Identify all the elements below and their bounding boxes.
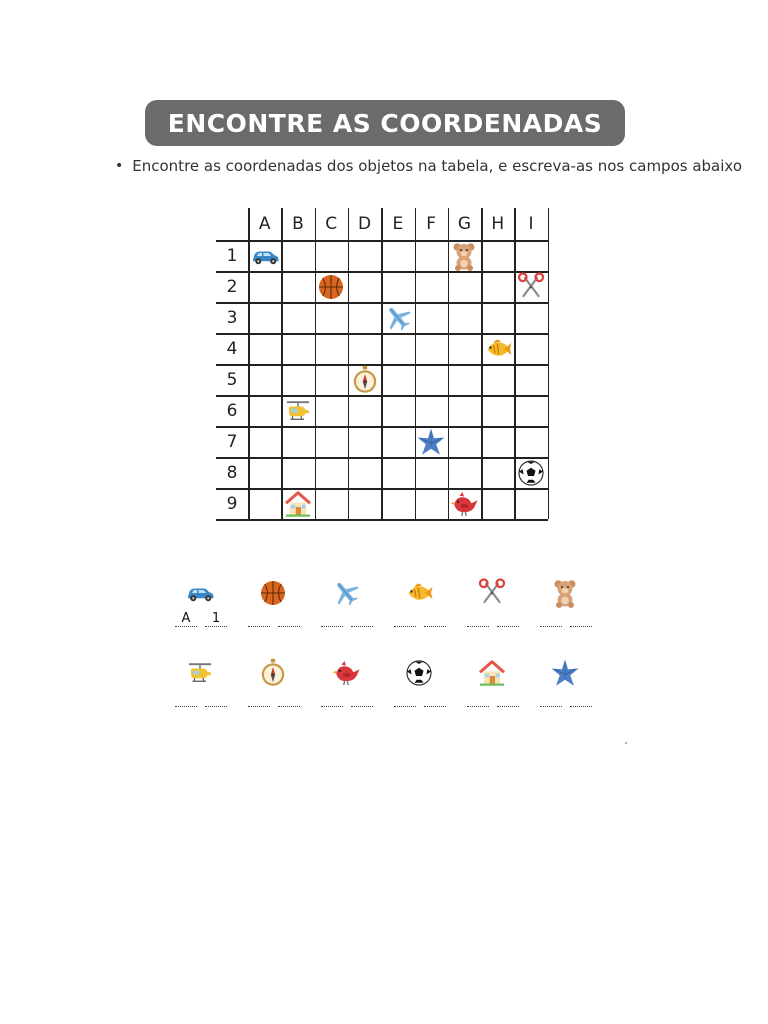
fish-icon [481, 333, 514, 364]
basketball-icon [315, 271, 348, 302]
teddy-bear-icon [545, 578, 585, 608]
grid-hline [216, 426, 548, 428]
answer-row-field[interactable] [424, 692, 446, 707]
answer-row-field[interactable] [278, 612, 300, 627]
column-label: C [325, 214, 338, 234]
bird-icon [326, 658, 366, 688]
instruction-text: Encontre as coordenadas dos objetos na tabela, e escreva-as nos campos abaixo [132, 157, 742, 175]
helicopter-icon [281, 395, 314, 426]
row-label: 5 [226, 369, 238, 390]
answer-row-field[interactable] [570, 612, 592, 627]
grid-hline [216, 364, 548, 366]
page-title: ENCONTRE AS COORDENADAS [145, 100, 625, 146]
column-label: B [292, 214, 304, 234]
answer-row-field[interactable] [497, 612, 519, 627]
grid-hline [216, 271, 548, 273]
compass-icon [253, 658, 293, 688]
answer-row-field[interactable] [570, 692, 592, 707]
answer-helicopter [175, 658, 235, 714]
column-label: I [528, 214, 534, 234]
row-label: 1 [226, 245, 238, 266]
scissors-icon [514, 271, 547, 302]
grid-hline [216, 395, 548, 397]
soccer-ball-icon [514, 457, 547, 488]
airplane-icon [381, 302, 414, 333]
helicopter-icon [180, 658, 220, 688]
column-label: G [457, 214, 472, 234]
column-label: F [426, 214, 437, 234]
basketball-icon [253, 578, 293, 608]
grid-hline [216, 488, 548, 490]
answer-teddy-bear [540, 578, 600, 634]
answer-row-field[interactable] [205, 692, 227, 707]
row-label: 6 [226, 400, 238, 421]
answer-column-field[interactable] [394, 612, 416, 627]
bullet: • [115, 158, 124, 174]
grid-vline [548, 208, 550, 519]
answer-column-field[interactable] [175, 692, 197, 707]
answer-column-field[interactable]: A [175, 612, 197, 627]
column-label: E [392, 214, 404, 234]
answer-row-field[interactable] [278, 692, 300, 707]
row-label: 8 [226, 462, 238, 483]
answer-column-field[interactable] [321, 612, 343, 627]
starfish-icon [545, 658, 585, 688]
answer-row-field[interactable] [424, 612, 446, 627]
row-label: 9 [226, 493, 238, 514]
answer-scissors [467, 578, 527, 634]
fish-icon [399, 578, 439, 608]
airplane-icon [326, 578, 366, 608]
bird-icon [448, 488, 481, 519]
answer-car [175, 578, 235, 634]
answer-column-field[interactable] [394, 692, 416, 707]
answer-house [467, 658, 527, 714]
car-icon [180, 578, 220, 608]
car-icon [248, 240, 281, 271]
compass-icon [348, 364, 381, 395]
answer-column-field[interactable] [248, 692, 270, 707]
stray-mark [625, 742, 627, 744]
answer-column-field[interactable] [467, 612, 489, 627]
column-label: D [357, 214, 372, 234]
answer-column-field[interactable] [248, 612, 270, 627]
answer-basketball [248, 578, 308, 634]
row-label: 3 [226, 307, 238, 328]
row-label: 4 [226, 338, 238, 359]
house-icon [472, 658, 512, 688]
answer-airplane [321, 578, 381, 634]
teddy-bear-icon [448, 240, 481, 271]
starfish-icon [415, 426, 448, 457]
grid-hline [216, 457, 548, 459]
answer-column-field[interactable] [540, 692, 562, 707]
grid-hline [216, 519, 548, 521]
row-label: 2 [226, 276, 238, 297]
answer-row-field[interactable] [351, 612, 373, 627]
answer-column-field[interactable] [321, 692, 343, 707]
answer-fish [394, 578, 454, 634]
answer-column-field[interactable] [540, 612, 562, 627]
answer-bird [321, 658, 381, 714]
answer-column-field[interactable] [467, 692, 489, 707]
answer-soccer-ball [394, 658, 454, 714]
column-label: H [491, 214, 505, 234]
scissors-icon [472, 578, 512, 608]
answer-row-field[interactable] [497, 692, 519, 707]
house-icon [281, 488, 314, 519]
row-label: 7 [226, 431, 238, 452]
answer-starfish [540, 658, 600, 714]
soccer-ball-icon [399, 658, 439, 688]
answer-compass [248, 658, 308, 714]
coordinate-grid [216, 208, 548, 522]
instruction [115, 157, 742, 175]
column-label: A [258, 214, 271, 234]
answer-row-field[interactable] [351, 692, 373, 707]
answer-row-field[interactable]: 1 [205, 612, 227, 627]
